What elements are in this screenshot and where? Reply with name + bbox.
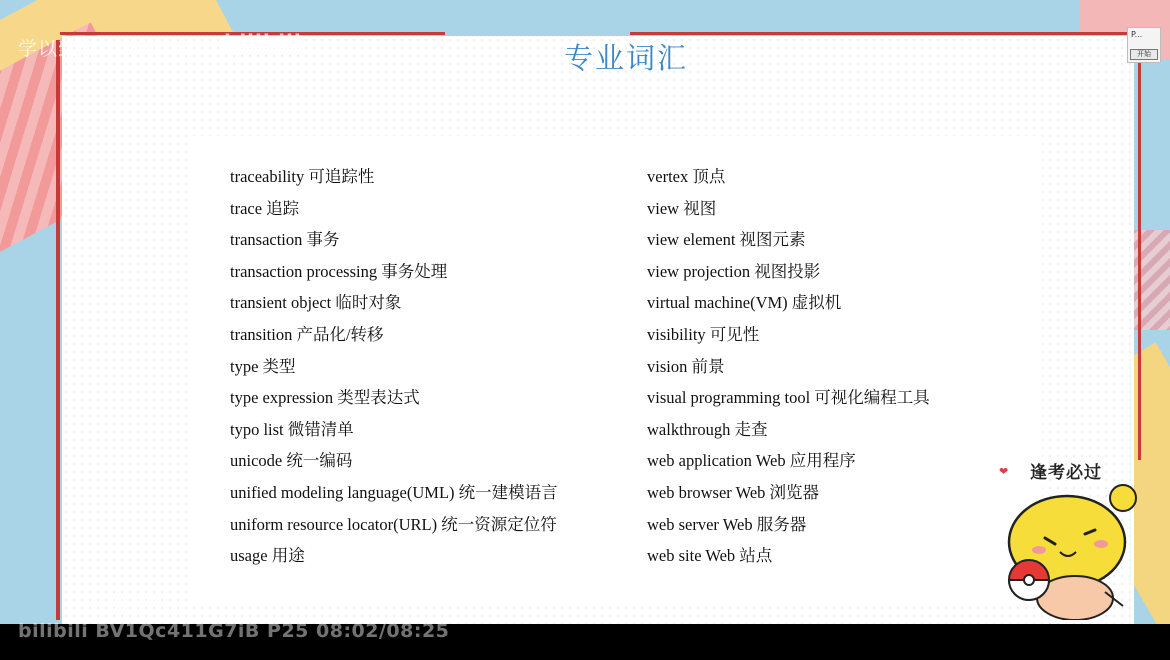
list-item: view 视图 <box>647 198 717 218</box>
backdrop-stripe-right <box>1130 230 1170 330</box>
mini-window-title: P... <box>1131 30 1143 39</box>
list-item: visual programming tool 可视化编程工具 <box>647 388 930 408</box>
signature-watermark: 学以致知 <box>80 592 184 618</box>
video-info-watermark: bilibili BV1Qc411G7iB P25 08:02/08:25 <box>18 620 450 642</box>
list-item: visibility 可见性 <box>647 324 760 344</box>
list-item: vision 前景 <box>647 356 725 376</box>
mini-window[interactable] <box>1127 27 1161 63</box>
list-item: uniform resource locator(URL) 统一资源定位符 <box>230 514 557 534</box>
terms-column-right <box>647 163 930 574</box>
start-button[interactable]: 开始 <box>1130 49 1158 60</box>
list-item: web browser Web 浏览器 <box>647 482 820 502</box>
list-item: web server Web 服务器 <box>647 514 807 534</box>
slide-title: 专业词汇 <box>563 41 688 75</box>
list-item: transient object 临时对象 <box>230 293 402 313</box>
sticker-caption: 逢考必过 <box>1030 463 1102 483</box>
list-item: vertex 顶点 <box>647 167 726 186</box>
terms-column-left <box>230 163 558 574</box>
list-item: trace 追踪 <box>230 198 300 218</box>
list-item: transaction 事务 <box>230 230 340 250</box>
frame-line-right <box>1138 40 1141 460</box>
heart-icon: ❤ <box>999 466 1009 478</box>
list-item: unified modeling language(UML) 统一建模语言 <box>230 482 558 502</box>
frame-line-top-right <box>630 32 1135 35</box>
list-item: walkthrough 走查 <box>647 419 768 439</box>
list-item: type 类型 <box>230 356 296 376</box>
list-item: web application Web 应用程序 <box>647 451 856 471</box>
bilibili-logo: bilibili <box>224 30 302 54</box>
list-item: transaction processing 事务处理 <box>230 261 448 281</box>
list-item: transition 产品化/转移 <box>230 324 384 344</box>
slide-panel <box>62 36 1134 626</box>
frame-line-left <box>56 40 60 620</box>
channel-watermark: 学以致知Learning ting <box>18 38 237 60</box>
list-item: traceability 可追踪性 <box>230 167 375 186</box>
list-item: view element 视图元素 <box>647 230 806 250</box>
list-item: web site Web 站点 <box>647 546 773 566</box>
list-item: usage 用途 <box>230 546 305 566</box>
list-item: virtual machine(VM) 虚拟机 <box>647 293 842 313</box>
mascot-sticker <box>1005 480 1155 620</box>
list-item: unicode 统一编码 <box>230 451 353 471</box>
list-item: view projection 视图投影 <box>647 261 821 281</box>
list-item: type expression 类型表达式 <box>230 388 420 408</box>
list-item: typo list 微错清单 <box>230 419 354 439</box>
